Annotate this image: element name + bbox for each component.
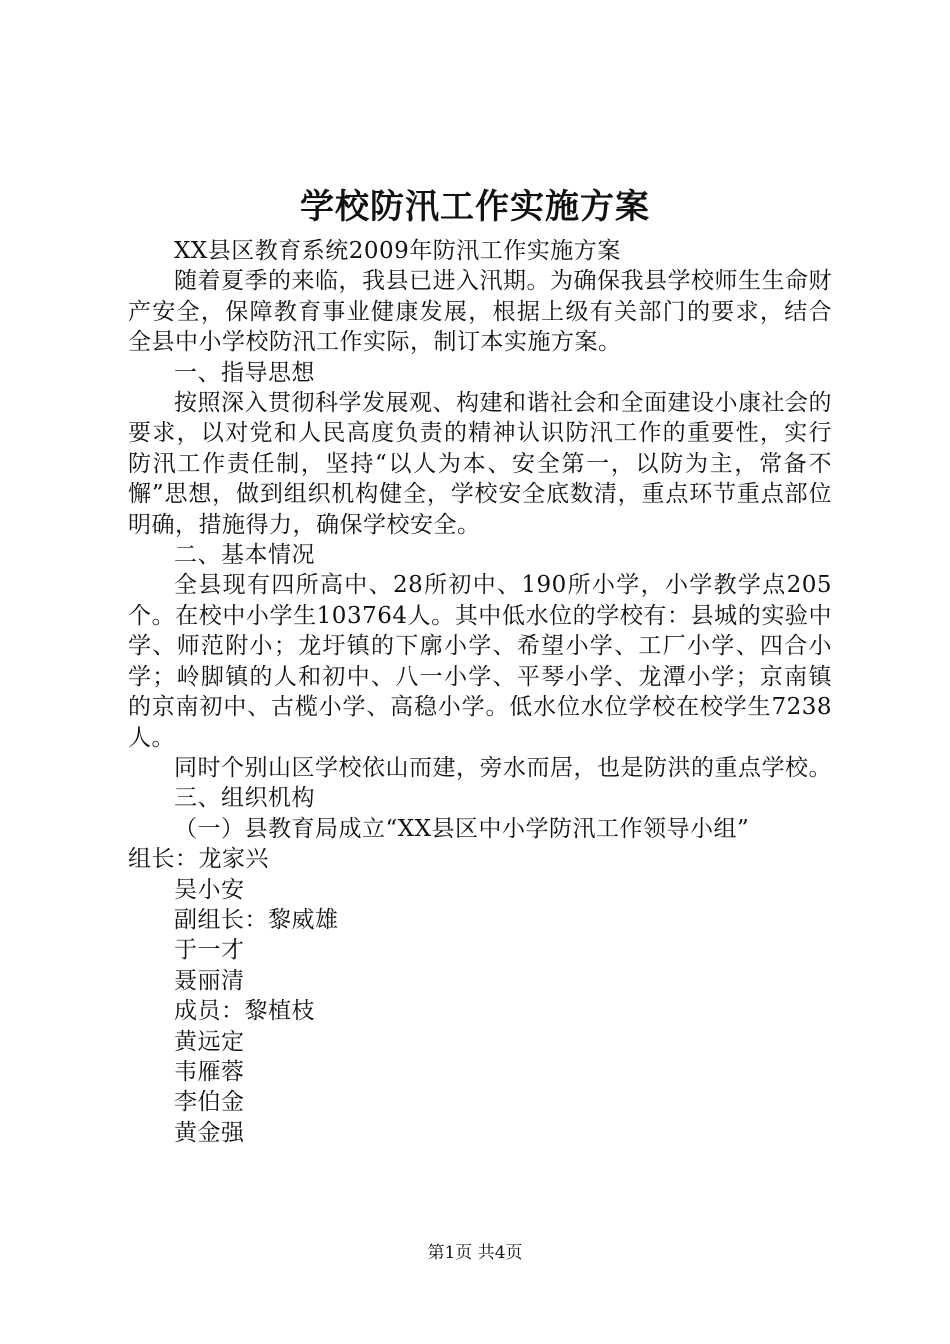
paragraph: 同时个别山区学校依山而建，旁水而居，也是防洪的重点学校。 — [174, 754, 832, 781]
member-line: 黄金强 — [174, 1119, 245, 1146]
paragraph: 全县现有四所高中、28所初中、190所小学，小学教学点205个。在校中小学生103764人。其中低水位的学校有：县城的实验中学、师范附小；龙圩镇的下廓小学、希望小学、工厂小学、四合小学；岭脚镇的人和初中、八一小学、平琴小学、龙潭小学；京南镇的京南初中、古榄小学、高稳小学。低水位水位学校在校学生7238人。 — [128, 572, 832, 751]
member-line: 组长：龙家兴 — [128, 846, 269, 873]
member-line: 黄远定 — [174, 1028, 245, 1055]
member-line: 聂丽清 — [174, 967, 245, 994]
paragraph: 按照深入贯彻科学发展观、构建和谐社会和全面建设小康社会的要求，以对党和人民高度负责的精神认识防汛工作的重要性，实行防汛工作责任制，坚持“以人为本、安全第一，以防为主，常备不懈”思想，做到组织机构健全，学校安全底数清，重点环节重点部位明确，措施得力，确保学校安全。 — [128, 390, 832, 538]
member-line: 成员：黎植枝 — [174, 998, 315, 1025]
paragraph: 随着夏季的来临，我县已进入汛期。为确保我县学校师生生命财产安全，保障教育事业健康发展，根据上级有关部门的要求，结合全县中小学校防汛工作实际，制订本实施方案。 — [128, 268, 832, 356]
member-line: 李伯金 — [174, 1089, 245, 1116]
member-line: 韦雁蓉 — [174, 1058, 245, 1085]
document-body — [128, 236, 832, 1148]
section-heading: 一、指导思想 — [174, 359, 315, 386]
member-line: 吴小安 — [174, 876, 245, 903]
section-heading: 二、基本情况 — [174, 542, 315, 569]
paragraph: （一）县教育局成立“XX县区中小学防汛工作领导小组” — [174, 815, 750, 842]
member-line: 于一才 — [174, 937, 245, 964]
page-title: 学校防汛工作实施方案 — [300, 187, 650, 227]
paragraph: XX县区教育系统2009年防汛工作实施方案 — [174, 238, 621, 264]
member-line: 副组长：黎威雄 — [174, 906, 339, 933]
section-heading: 三、组织机构 — [174, 785, 315, 812]
page-number-footer: 第1页 共4页 — [427, 1243, 523, 1263]
